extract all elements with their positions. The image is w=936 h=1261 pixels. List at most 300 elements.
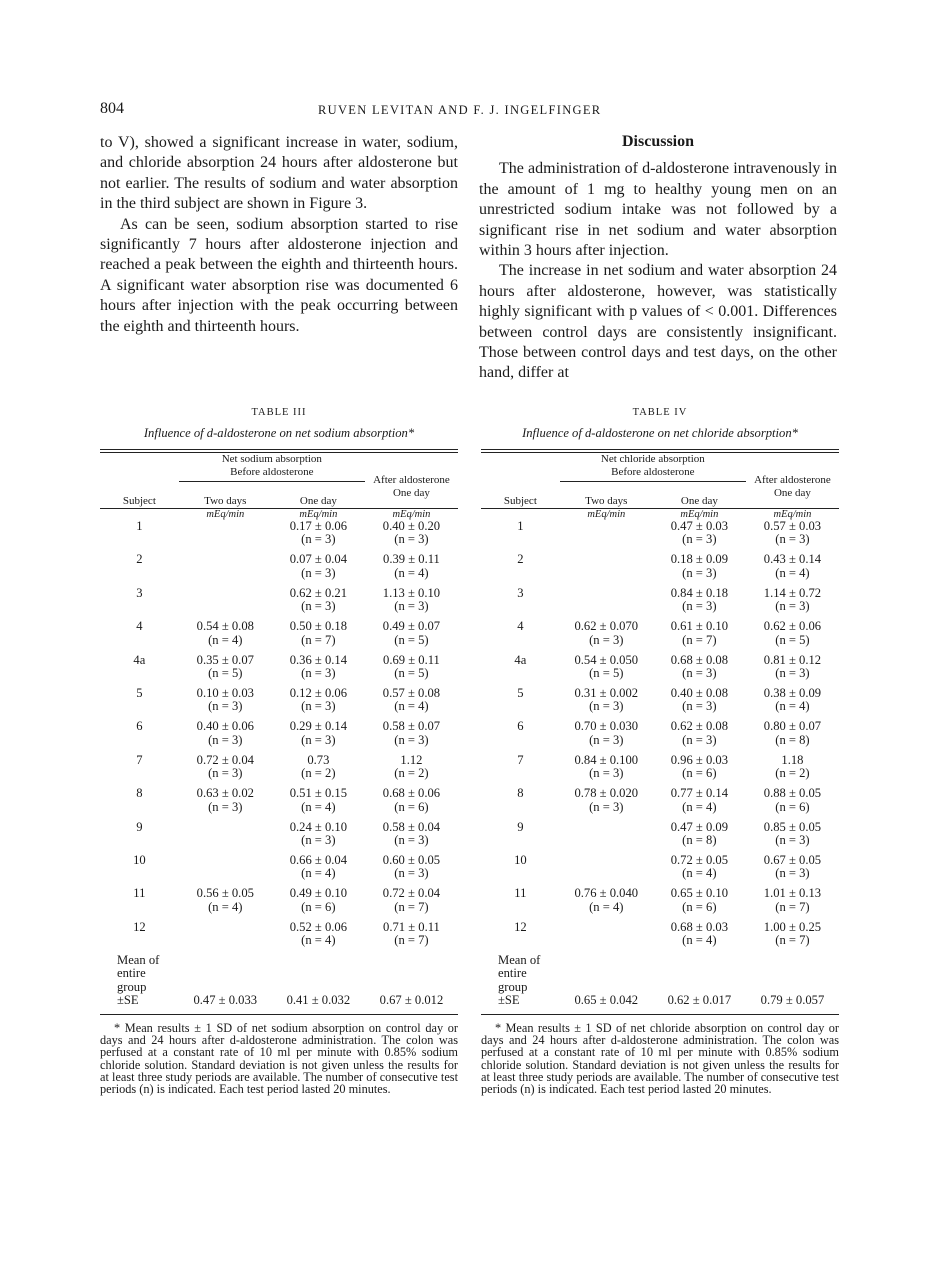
cell-count: (n = 3) — [301, 665, 336, 680]
after-cell — [746, 754, 839, 787]
after-cell — [746, 654, 839, 687]
one-day-cell — [272, 687, 365, 720]
subject-cell: 6 — [517, 719, 524, 734]
cell-count: (n = 3) — [775, 665, 810, 680]
cell-count: (n = 3) — [589, 699, 624, 714]
one-day-cell — [272, 854, 365, 887]
mean-after-cell: 0.67 ± 0.012 — [379, 993, 444, 1008]
cell-count: (n = 7) — [775, 933, 810, 948]
mean-label-line: ±SE — [498, 993, 520, 1008]
cell-count: (n = 3) — [208, 732, 243, 747]
cell-value: 0.62 ± 0.21 — [289, 585, 348, 600]
one-day-cell — [272, 620, 365, 653]
subject-cell: 4 — [136, 619, 143, 634]
table-row — [100, 821, 458, 854]
page-number: 804 — [100, 100, 124, 117]
table-row — [100, 520, 458, 553]
right-text-column — [479, 132, 837, 384]
after-cell — [746, 821, 839, 854]
cell-value: 0.36 ± 0.14 — [289, 652, 348, 667]
subject-cell: 4a — [514, 652, 527, 667]
cell-count: (n = 7) — [394, 899, 429, 914]
subject-cell: 5 — [136, 685, 143, 700]
cell-count: (n = 5) — [775, 632, 810, 647]
cell-count: (n = 3) — [589, 632, 624, 647]
after-cell — [746, 921, 839, 954]
two-days-cell — [560, 921, 653, 954]
two-days-cell — [179, 854, 272, 887]
two-days-cell — [560, 787, 653, 820]
one-day-cell — [653, 520, 746, 553]
cell-count: (n = 6) — [394, 799, 429, 814]
cell-value: 0.68 ± 0.06 — [382, 786, 441, 801]
cell-count: (n = 5) — [589, 665, 624, 680]
one-day-cell — [653, 553, 746, 586]
mean-label-line: entire — [117, 966, 146, 981]
cell-count: (n = 3) — [301, 832, 336, 847]
cell-value: 0.76 ± 0.040 — [574, 886, 639, 901]
section-heading: Discussion — [621, 133, 695, 150]
subject-cell: 8 — [517, 786, 524, 801]
cell-value: 0.62 ± 0.08 — [670, 719, 729, 734]
cell-count: (n = 6) — [682, 766, 717, 781]
cell-count: (n = 3) — [208, 766, 243, 781]
cell-count: (n = 4) — [394, 699, 429, 714]
one-day-cell — [272, 654, 365, 687]
cell-value: 0.10 ± 0.03 — [196, 685, 254, 700]
cell-value: 0.56 ± 0.05 — [196, 886, 254, 901]
group-header-line: Before aldosterone — [611, 466, 695, 478]
cell-value: 0.71 ± 0.11 — [383, 919, 440, 934]
one-day-cell — [272, 720, 365, 753]
one-day-cell — [272, 754, 365, 787]
two-days-cell — [179, 587, 272, 620]
cell-value: 0.69 ± 0.11 — [383, 652, 440, 667]
cell-count: (n = 3) — [682, 565, 717, 580]
cell-count: (n = 4) — [775, 699, 810, 714]
cell-value: 0.70 ± 0.030 — [574, 719, 639, 734]
table-row — [481, 720, 839, 753]
cell-value: 0.67 ± 0.05 — [763, 852, 822, 867]
after-cell — [746, 587, 839, 620]
cell-count: (n = 6) — [775, 799, 810, 814]
subject-cell: 12 — [514, 919, 527, 934]
col-after-line: One day — [773, 487, 811, 499]
footnote-text: * Mean results ± 1 SD of net sodium absorption on control day or days and 24 hours after d-aldosterone administration. The colon was perfused at a constant rate of 10 ml per minute with 0.85% sodium chloride solution. Standard deviation is not given unless the results for at least three study periods are available. The number of consecutive test periods (n) is indicated. Each test period lasted 20 minutes. — [100, 1020, 458, 1097]
cell-count: (n = 3) — [589, 732, 624, 747]
table-iv — [481, 407, 839, 1095]
table-bottom-rule — [481, 1014, 839, 1015]
data-table — [100, 453, 458, 1008]
cell-count: (n = 3) — [394, 866, 429, 881]
mean-label — [481, 954, 560, 1008]
after-cell — [746, 553, 839, 586]
cell-value: 0.62 ± 0.070 — [574, 619, 639, 634]
cell-value: 0.18 ± 0.09 — [670, 552, 729, 567]
table-row — [100, 587, 458, 620]
after-cell — [365, 754, 458, 787]
col-subject: Subject — [100, 482, 179, 509]
cell-count: (n = 7) — [682, 632, 717, 647]
cell-count: (n = 3) — [301, 732, 336, 747]
cell-value: 0.39 ± 0.11 — [383, 552, 440, 567]
unit-label: mEq/min — [587, 509, 626, 520]
cell-count: (n = 3) — [775, 866, 810, 881]
cell-value: 0.78 ± 0.020 — [574, 786, 639, 801]
table-label: TABLE III — [251, 407, 307, 418]
after-cell — [365, 654, 458, 687]
one-day-cell — [653, 921, 746, 954]
cell-count: (n = 7) — [394, 933, 429, 948]
table-row — [100, 921, 458, 954]
cell-count: (n = 4) — [589, 899, 624, 914]
table-row — [481, 687, 839, 720]
after-cell — [365, 887, 458, 920]
two-days-cell — [560, 553, 653, 586]
cell-count: (n = 8) — [682, 832, 717, 847]
mean-label-line: group — [117, 979, 147, 994]
paragraph: The administration of d-aldosterone intravenously in the amount of 1 mg to healthy young men on an unrestricted sodium intake was not followed by a significant rise in net sodium and water absorption within 3 hours after injection. — [479, 160, 837, 260]
subject-cell: 2 — [517, 552, 524, 567]
subject-cell: 2 — [136, 552, 143, 567]
cell-count: (n = 7) — [775, 899, 810, 914]
header-row — [481, 482, 839, 509]
two-days-cell — [179, 921, 272, 954]
subject-cell: 3 — [136, 585, 143, 600]
one-day-cell — [653, 687, 746, 720]
one-day-cell — [272, 520, 365, 553]
col-after-line: After aldosterone — [754, 474, 831, 486]
cell-value: 0.57 ± 0.03 — [763, 519, 822, 533]
cell-value: 0.51 ± 0.15 — [289, 786, 348, 801]
mean-row — [481, 954, 839, 1008]
header-spacer — [100, 453, 179, 482]
subject-cell: 6 — [136, 719, 143, 734]
one-day-cell — [272, 887, 365, 920]
col-after-line: After aldosterone — [373, 474, 450, 486]
header-spacer — [481, 453, 560, 482]
cell-count: (n = 2) — [301, 766, 336, 781]
table-iii — [100, 407, 458, 1095]
one-day-cell — [272, 553, 365, 586]
group-header-line: Net sodium absorption — [221, 453, 322, 465]
two-days-cell — [560, 720, 653, 753]
unit-label: mEq/min — [773, 509, 812, 520]
two-days-cell — [179, 654, 272, 687]
col-subject: Subject — [481, 482, 560, 509]
cell-count: (n = 3) — [394, 532, 429, 547]
one-day-cell — [653, 887, 746, 920]
two-days-cell — [179, 520, 272, 553]
cell-value: 0.40 ± 0.20 — [382, 519, 441, 533]
subject-cell: 10 — [514, 852, 527, 867]
cell-value: 0.52 ± 0.06 — [289, 919, 348, 934]
table-row — [481, 587, 839, 620]
subject-cell: 9 — [136, 819, 143, 834]
group-header — [560, 453, 746, 482]
table-row — [481, 921, 839, 954]
two-days-cell — [560, 520, 653, 553]
table-row — [481, 520, 839, 553]
footnote-text: * Mean results ± 1 SD of net chloride absorption on control day or days and 24 hours after d-aldosterone administration. The colon was perfused at a constant rate of 10 ml per minute with 0.85% sodium chloride solution. Standard deviation is not given unless the results for at least three study periods are available. The number of consecutive test periods (n) is indicated. Each test period lasted 20 minutes. — [481, 1020, 839, 1097]
after-cell — [746, 854, 839, 887]
group-header — [179, 453, 365, 482]
cell-count: (n = 3) — [775, 832, 810, 847]
unit-label: mEq/min — [392, 509, 431, 520]
cell-value: 0.58 ± 0.07 — [382, 719, 441, 734]
cell-count: (n = 3) — [208, 799, 243, 814]
one-day-cell — [272, 921, 365, 954]
table-caption: Influence of d-aldosterone on net sodium absorption* — [143, 426, 415, 440]
two-days-cell — [179, 787, 272, 820]
after-cell — [365, 720, 458, 753]
cell-value: 0.07 ± 0.04 — [289, 552, 348, 567]
cell-count: (n = 4) — [775, 565, 810, 580]
unit-label: mEq/min — [206, 509, 245, 520]
table-row — [481, 654, 839, 687]
table-row — [481, 854, 839, 887]
subject-cell: 11 — [514, 886, 527, 901]
cell-value: 0.17 ± 0.06 — [289, 519, 348, 533]
cell-count: (n = 4) — [301, 933, 336, 948]
cell-count: (n = 6) — [301, 899, 336, 914]
col-one-day: One day — [653, 482, 746, 509]
col-after-line: One day — [392, 487, 430, 499]
subject-cell: 9 — [517, 819, 524, 834]
cell-value: 0.68 ± 0.08 — [670, 652, 729, 667]
after-cell — [365, 520, 458, 553]
cell-count: (n = 4) — [682, 799, 717, 814]
cell-count: (n = 3) — [682, 599, 717, 614]
cell-value: 0.66 ± 0.04 — [289, 852, 348, 867]
running-title: RUVEN LEVITAN AND F. J. INGELFINGER — [318, 103, 602, 117]
after-cell — [746, 887, 839, 920]
mean-two-cell: 0.47 ± 0.033 — [193, 993, 258, 1008]
cell-value: 0.57 ± 0.08 — [382, 685, 441, 700]
subject-cell: 10 — [133, 852, 146, 867]
cell-value: 0.54 ± 0.050 — [574, 652, 639, 667]
mean-label-line: ±SE — [117, 993, 139, 1008]
cell-value: 0.96 ± 0.03 — [670, 752, 729, 767]
table-row — [100, 654, 458, 687]
cell-count: (n = 3) — [682, 699, 717, 714]
cell-value: 1.00 ± 0.25 — [763, 919, 822, 934]
one-day-cell — [653, 821, 746, 854]
paragraph: The increase in net sodium and water absorption 24 hours after aldosterone, however, was statistically highly significant with p values of < 0.001. Differences between control days are consistently insignificant. Those between control days and test days, on the other hand, differ at — [479, 262, 837, 382]
cell-value: 0.12 ± 0.06 — [289, 685, 348, 700]
cell-value: 1.18 — [781, 752, 804, 767]
subject-cell: 4a — [133, 652, 146, 667]
cell-value: 0.29 ± 0.14 — [289, 719, 348, 734]
data-table — [481, 453, 839, 1008]
paragraph: As can be seen, sodium absorption started to rise significantly 7 hours after aldosterone injection and reached a peak between the eighth and thirteenth hours. A significant water absorption rise was documented 6 hours after injection with the peak occurring between the eighth and thirteenth hours. — [100, 215, 458, 335]
cell-value: 0.72 ± 0.04 — [196, 752, 254, 767]
subject-cell: 4 — [517, 619, 524, 634]
two-days-cell — [560, 654, 653, 687]
table-row — [481, 787, 839, 820]
cell-value: 0.73 — [307, 752, 330, 767]
mean-label-line: entire — [498, 966, 527, 981]
cell-value: 0.81 ± 0.12 — [763, 652, 822, 667]
subject-cell: 5 — [517, 685, 524, 700]
mean-one-cell: 0.62 ± 0.017 — [667, 993, 732, 1008]
one-day-cell — [653, 787, 746, 820]
mean-label-line: group — [498, 979, 528, 994]
table-bottom-rule — [100, 1014, 458, 1015]
one-day-cell — [272, 787, 365, 820]
two-days-cell — [560, 887, 653, 920]
cell-count: (n = 8) — [775, 732, 810, 747]
group-header-line: Net chloride absorption — [600, 453, 705, 465]
cell-count: (n = 6) — [682, 899, 717, 914]
table-label: TABLE IV — [632, 407, 688, 418]
after-cell — [746, 520, 839, 553]
subject-cell: 3 — [517, 585, 524, 600]
cell-value: 0.72 ± 0.05 — [670, 852, 729, 867]
two-days-cell — [560, 620, 653, 653]
cell-value: 0.35 ± 0.07 — [196, 652, 254, 667]
cell-value: 0.88 ± 0.05 — [763, 786, 822, 801]
cell-value: 0.77 ± 0.14 — [670, 786, 729, 801]
cell-count: (n = 3) — [394, 599, 429, 614]
subject-cell: 7 — [136, 752, 143, 767]
paragraph: to V), showed a significant increase in water, sodium, and chloride absorption 24 hours after aldosterone but not earlier. The results of sodium and water absorption in the third subject are shown in Figure 3. — [100, 134, 458, 213]
table-footnote — [481, 1022, 839, 1096]
after-cell — [746, 720, 839, 753]
cell-count: (n = 2) — [775, 766, 810, 781]
subject-cell: 1 — [517, 519, 524, 533]
col-after-aldosterone — [365, 474, 458, 501]
cell-count: (n = 3) — [301, 565, 336, 580]
subject-cell: 12 — [133, 919, 146, 934]
col-after-aldosterone — [746, 474, 839, 501]
cell-count: (n = 4) — [301, 799, 336, 814]
one-day-cell — [653, 754, 746, 787]
cell-value: 0.72 ± 0.04 — [382, 886, 441, 901]
table-row — [481, 620, 839, 653]
mean-label-line: Mean of — [117, 953, 160, 968]
table-row — [100, 754, 458, 787]
cell-value: 0.40 ± 0.08 — [670, 685, 729, 700]
two-days-cell — [560, 587, 653, 620]
cell-count: (n = 3) — [301, 599, 336, 614]
unit-label: mEq/min — [680, 509, 719, 520]
subject-cell: 7 — [517, 752, 524, 767]
cell-count: (n = 5) — [394, 665, 429, 680]
cell-count: (n = 3) — [589, 799, 624, 814]
unit-label: mEq/min — [299, 509, 338, 520]
one-day-cell — [653, 854, 746, 887]
one-day-cell — [653, 720, 746, 753]
cell-count: (n = 3) — [301, 699, 336, 714]
subject-cell: 8 — [136, 786, 143, 801]
cell-value: 0.61 ± 0.10 — [670, 619, 729, 634]
table-caption: Influence of d-aldosterone on net chloride absorption* — [522, 426, 798, 440]
col-two-days: Two days — [560, 482, 653, 509]
one-day-cell — [272, 821, 365, 854]
one-day-cell — [653, 587, 746, 620]
mean-one-cell: 0.41 ± 0.032 — [286, 993, 351, 1008]
cell-count: (n = 5) — [208, 665, 243, 680]
table-row — [100, 787, 458, 820]
group-header-line: Before aldosterone — [230, 466, 314, 478]
table-row — [100, 620, 458, 653]
col-one-day: One day — [272, 482, 365, 509]
mean-after-cell: 0.79 ± 0.057 — [760, 993, 825, 1008]
two-days-cell — [179, 720, 272, 753]
after-cell — [365, 821, 458, 854]
cell-count: (n = 4) — [208, 899, 243, 914]
after-cell — [746, 620, 839, 653]
cell-count: (n = 3) — [682, 665, 717, 680]
one-day-cell — [653, 654, 746, 687]
cell-count: (n = 3) — [682, 732, 717, 747]
cell-value: 0.43 ± 0.14 — [763, 552, 822, 567]
cell-count: (n = 3) — [682, 532, 717, 547]
after-cell — [365, 787, 458, 820]
left-text-column — [100, 133, 458, 337]
cell-value: 0.84 ± 0.100 — [574, 752, 639, 767]
mean-two-cell: 0.65 ± 0.042 — [574, 993, 639, 1008]
cell-value: 0.85 ± 0.05 — [763, 819, 822, 834]
mean-label-line: Mean of — [498, 953, 541, 968]
subject-cell: 1 — [136, 519, 143, 533]
cell-value: 0.84 ± 0.18 — [670, 585, 729, 600]
table-row — [100, 720, 458, 753]
two-days-cell — [560, 687, 653, 720]
after-cell — [365, 687, 458, 720]
two-days-cell — [179, 687, 272, 720]
after-cell — [746, 687, 839, 720]
cell-count: (n = 4) — [208, 632, 243, 647]
two-days-cell — [179, 821, 272, 854]
two-days-cell — [560, 754, 653, 787]
cell-count: (n = 4) — [682, 933, 717, 948]
cell-value: 0.40 ± 0.06 — [196, 719, 254, 734]
after-cell — [365, 553, 458, 586]
one-day-cell — [272, 587, 365, 620]
cell-count: (n = 5) — [394, 632, 429, 647]
cell-value: 0.47 ± 0.03 — [670, 519, 729, 533]
cell-value: 0.31 ± 0.002 — [574, 685, 639, 700]
two-days-cell — [179, 887, 272, 920]
table-row — [100, 687, 458, 720]
cell-value: 1.14 ± 0.72 — [763, 585, 822, 600]
cell-value: 0.38 ± 0.09 — [763, 685, 822, 700]
cell-value: 0.49 ± 0.07 — [382, 619, 441, 634]
mean-row — [100, 954, 458, 1008]
mean-label — [100, 954, 179, 1008]
two-days-cell — [179, 553, 272, 586]
cell-value: 0.65 ± 0.10 — [670, 886, 729, 901]
two-days-cell — [179, 754, 272, 787]
two-days-cell — [560, 854, 653, 887]
two-days-cell — [560, 821, 653, 854]
table-row — [481, 754, 839, 787]
table-footnote — [100, 1022, 458, 1096]
cell-value: 0.68 ± 0.03 — [670, 919, 729, 934]
cell-count: (n = 3) — [394, 732, 429, 747]
cell-value: 1.12 — [400, 752, 423, 767]
cell-value: 0.49 ± 0.10 — [289, 886, 348, 901]
cell-value: 0.24 ± 0.10 — [289, 819, 348, 834]
cell-count: (n = 2) — [394, 766, 429, 781]
cell-value: 0.50 ± 0.18 — [289, 619, 348, 634]
cell-count: (n = 4) — [394, 565, 429, 580]
after-cell — [746, 787, 839, 820]
cell-count: (n = 3) — [208, 699, 243, 714]
cell-value: 1.13 ± 0.10 — [382, 585, 441, 600]
